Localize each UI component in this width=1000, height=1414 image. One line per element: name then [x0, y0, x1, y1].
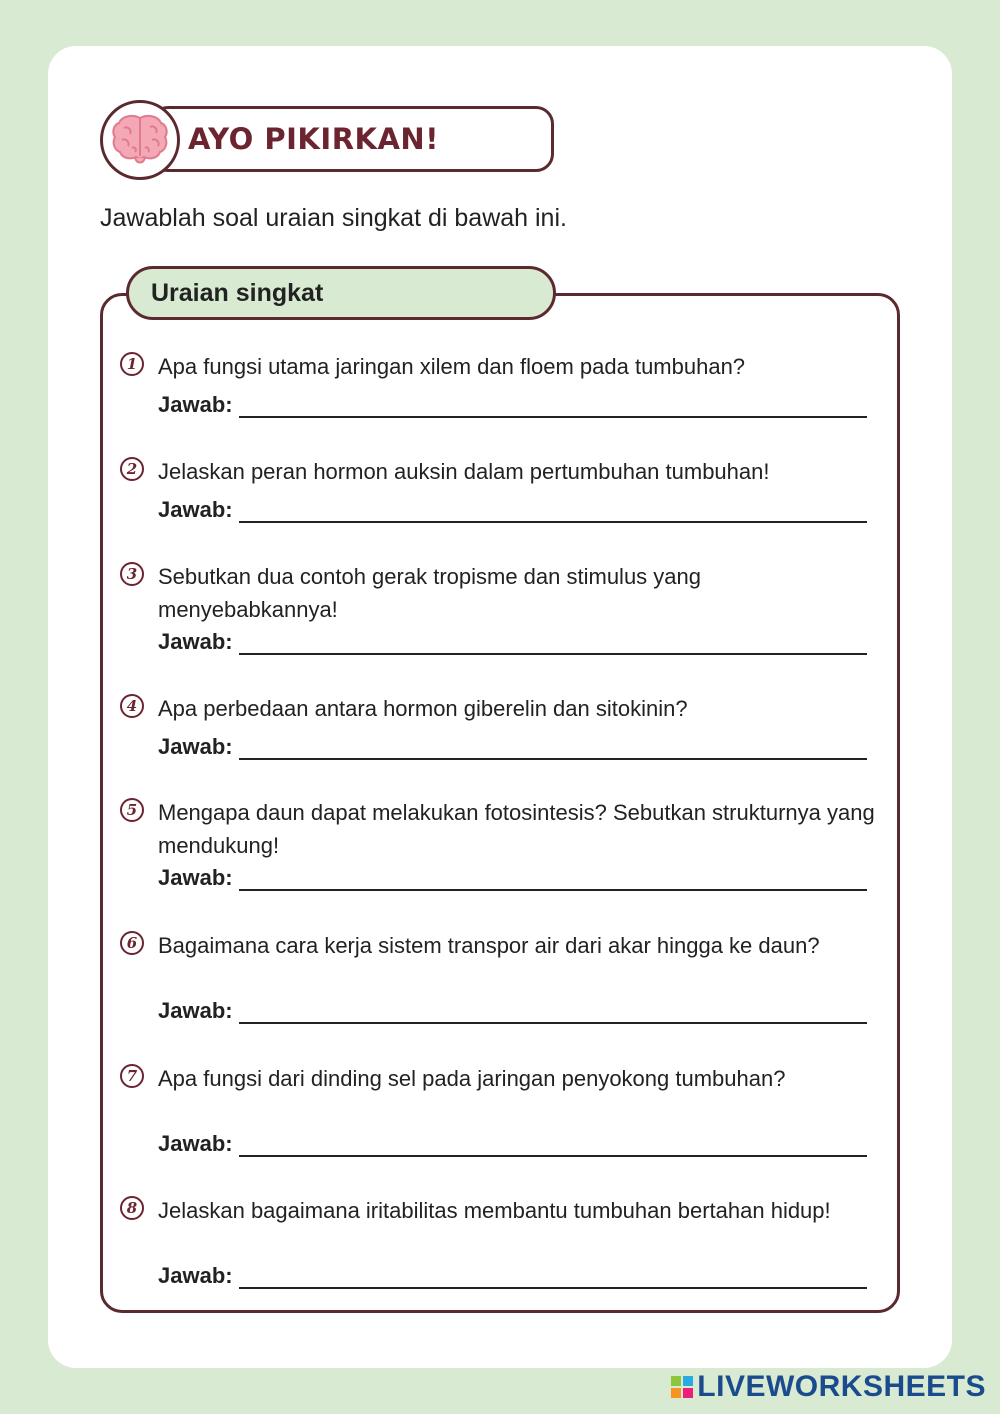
answer-input-line[interactable]	[239, 865, 867, 891]
answer-label: Jawab:	[158, 865, 233, 890]
question-text: Bagaimana cara kerja sistem transpor air dari akar hingga ke daun?	[158, 933, 820, 958]
answer-label: Jawab:	[158, 629, 233, 654]
question-text: Apa fungsi dari dinding sel pada jaringan penyokong tumbuhan?	[158, 1066, 786, 1091]
answer-input-line[interactable]	[239, 998, 867, 1024]
question-text: Sebutkan dua contoh gerak tropisme dan stimulus yang menyebabkannya!	[158, 564, 701, 622]
answer-row	[158, 629, 867, 655]
page-title: AYO PIKIRKAN!	[188, 122, 439, 156]
answer-input-line[interactable]	[239, 1263, 867, 1289]
question-number: 2	[120, 457, 144, 481]
footer-brand: LIVEWORKSHEETS	[697, 1370, 986, 1403]
section-title-tab	[126, 266, 556, 320]
answer-input-line[interactable]	[239, 734, 867, 760]
brain-icon	[110, 112, 170, 168]
question-number: 7	[120, 1064, 144, 1088]
header-icon-circle	[100, 100, 180, 180]
answer-input-line[interactable]	[239, 497, 867, 523]
answer-row	[158, 865, 867, 891]
answer-row	[158, 497, 867, 523]
answer-input-line[interactable]	[239, 1131, 867, 1157]
question-text: Mengapa daun dapat melakukan fotosintesis? Sebutkan strukturnya yang mendukung!	[158, 800, 875, 858]
footer-logo[interactable]	[671, 1370, 986, 1404]
question-text: Apa fungsi utama jaringan xilem dan floem pada tumbuhan?	[158, 354, 746, 379]
instruction-text: Jawablah soal uraian singkat di bawah ini.	[100, 204, 567, 232]
answer-row	[158, 392, 867, 418]
answer-label: Jawab:	[158, 392, 233, 417]
question-text: Jelaskan bagaimana iritabilitas membantu tumbuhan bertahan hidup!	[158, 1198, 831, 1223]
answer-row	[158, 1263, 867, 1289]
answer-row	[158, 1131, 867, 1157]
answer-input-line[interactable]	[239, 392, 867, 418]
question-number: 8	[120, 1196, 144, 1220]
question-text: Apa perbedaan antara hormon giberelin dan sitokinin?	[158, 696, 688, 721]
answer-label: Jawab:	[158, 497, 233, 522]
answer-label: Jawab:	[158, 998, 233, 1023]
answer-row	[158, 998, 867, 1024]
question-number: 3	[120, 562, 144, 586]
question-number: 5	[120, 798, 144, 822]
question-number: 4	[120, 694, 144, 718]
section-title: Uraian singkat	[151, 278, 324, 307]
answer-row	[158, 734, 867, 760]
question-number: 1	[120, 352, 144, 376]
answer-input-line[interactable]	[239, 629, 867, 655]
question-number: 6	[120, 931, 144, 955]
liveworksheets-logo-icon	[671, 1376, 693, 1398]
answer-label: Jawab:	[158, 1263, 233, 1288]
question-text: Jelaskan peran hormon auksin dalam pertumbuhan tumbuhan!	[158, 459, 770, 484]
answer-label: Jawab:	[158, 734, 233, 759]
answer-label: Jawab:	[158, 1131, 233, 1156]
